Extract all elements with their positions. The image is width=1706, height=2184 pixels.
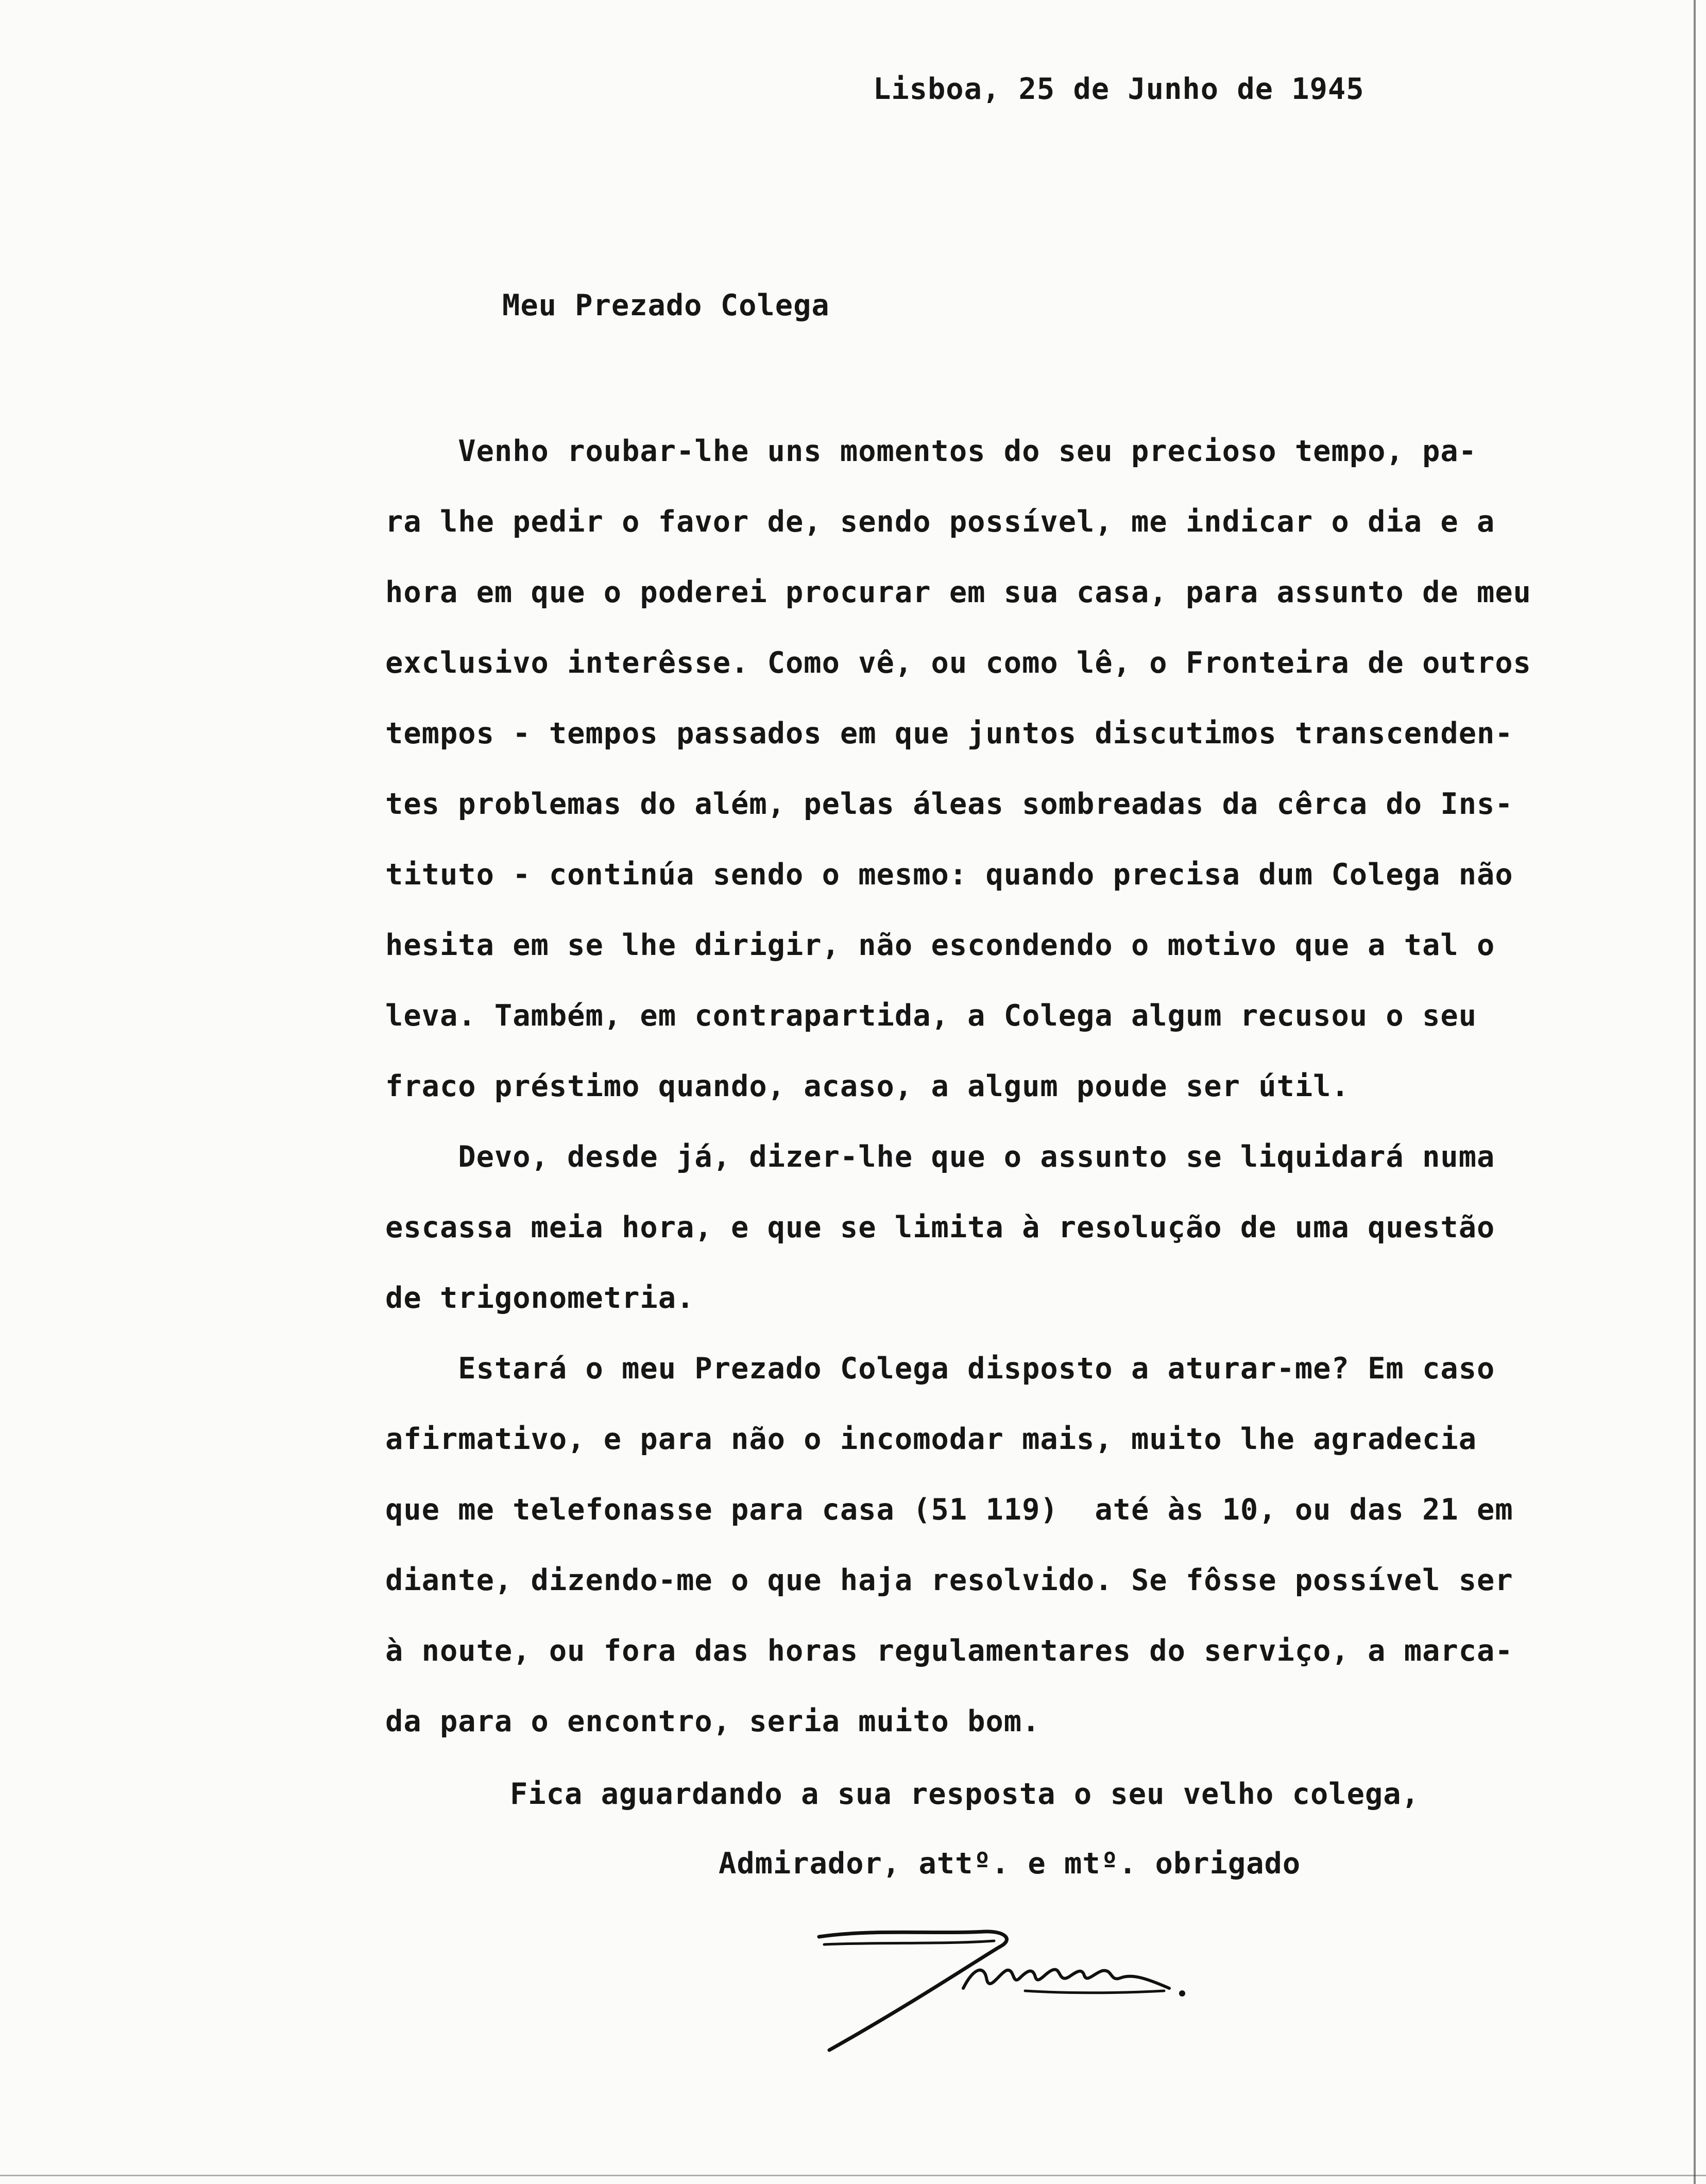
- letter-salutation: Meu Prezado Colega: [502, 288, 830, 322]
- letter-date: Lisboa, 25 de Junho de 1945: [873, 72, 1364, 106]
- letter-complimentary-close: Admirador, attº. e mtº. obrigado: [719, 1847, 1301, 1881]
- body-line: hora em que o poderei procurar em sua casa, para assunto de meu: [385, 575, 1531, 609]
- body-line: Devo, desde já, dizer-lhe que o assunto se liquidará numa: [385, 1140, 1495, 1174]
- body-line: escassa meia hora, e que se limita à resolução de uma questão: [385, 1210, 1495, 1244]
- body-line: hesita em se lhe dirigir, não escondendo o motivo que a tal o: [385, 928, 1495, 962]
- body-line: tempos - tempos passados em que juntos discutimos transcenden-: [385, 716, 1513, 750]
- body-line: Estará o meu Prezado Colega disposto a aturar-me? Em caso: [385, 1352, 1495, 1386]
- body-line: da para o encontro, seria muito bom.: [385, 1704, 1040, 1738]
- body-line: tituto - continúa sendo o mesmo: quando precisa dum Colega não: [385, 858, 1513, 892]
- body-line: fraco préstimo quando, acaso, a algum poude ser útil.: [385, 1069, 1350, 1103]
- body-line: tes problemas do além, pelas áleas sombreadas da cêrca do Ins-: [385, 787, 1513, 821]
- body-line: de trigonometria.: [385, 1281, 695, 1315]
- letter-closing: Fica aguardando a sua resposta o seu velho colega,: [510, 1777, 1420, 1811]
- body-line: Venho roubar-lhe uns momentos do seu precioso tempo, pa-: [385, 434, 1477, 468]
- body-line: afirmativo, e para não o incomodar mais, muito lhe agradecia: [385, 1422, 1477, 1456]
- body-line: diante, dizendo-me o que haja resolvido. Se fôsse possível ser: [385, 1563, 1513, 1597]
- body-line: exclusivo interêsse. Como vê, ou como lê, o Fronteira de outros: [385, 646, 1531, 680]
- body-line: ra lhe pedir o favor de, sendo possível, me indicar o dia e a: [385, 505, 1495, 539]
- body-line: à noute, ou fora das horas regulamentares do serviço, a marca-: [385, 1634, 1513, 1668]
- body-line: que me telefonasse para casa (51 119) até às 10, ou das 21 em: [385, 1493, 1513, 1527]
- handwritten-signature: [809, 1916, 1200, 2060]
- body-line: leva. Também, em contrapartida, a Colega algum recusou o seu: [385, 999, 1477, 1033]
